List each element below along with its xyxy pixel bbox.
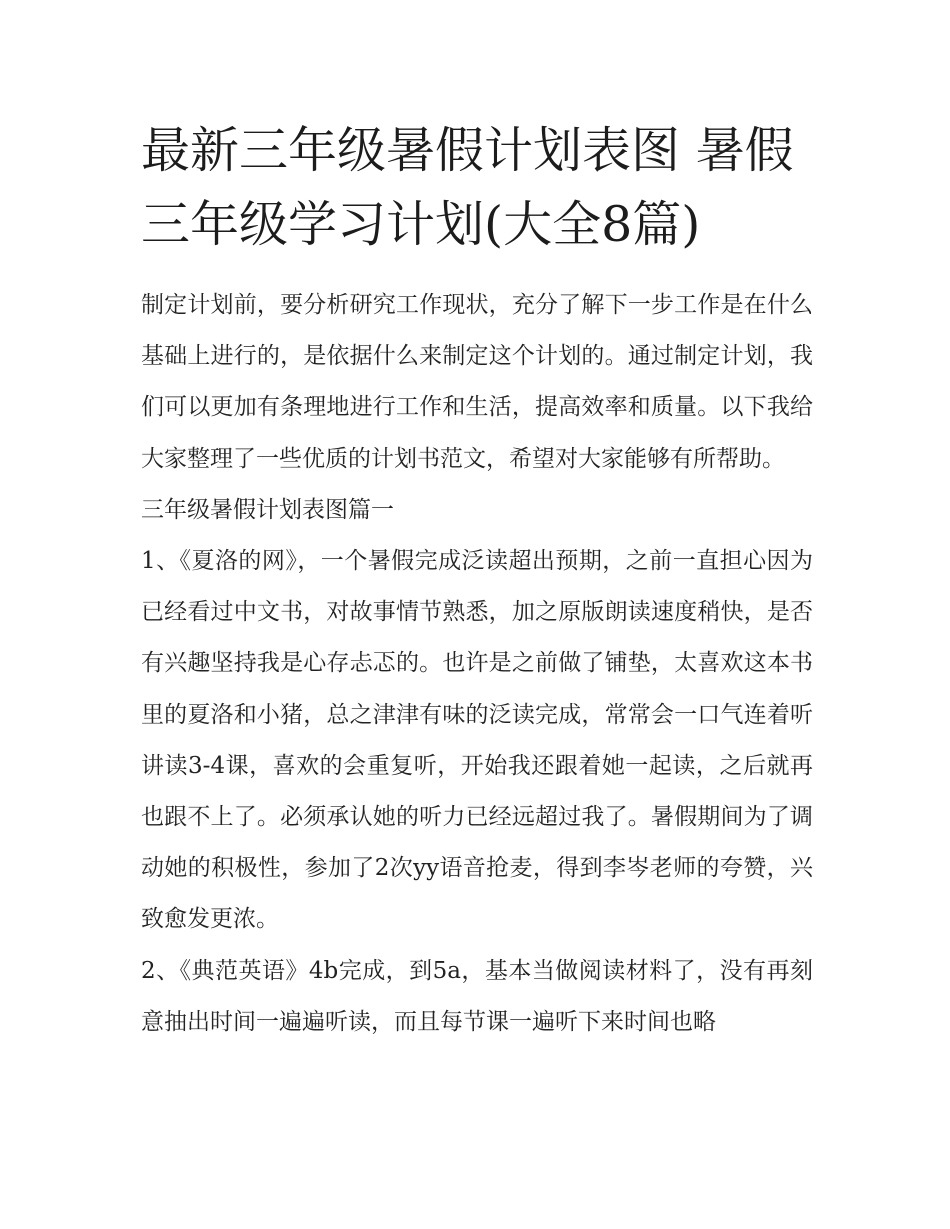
intro-paragraph: 制定计划前，要分析研究工作现状，充分了解下一步工作是在什么基础上进行的，是依据什么来制定这个计划的。通过制定计划，我们可以更加有条理地进行工作和生活，提高效率和质量。以下我给大家整理了一些优质的计划书范文，希望对大家能够有所帮助。	[141, 292, 813, 472]
document-title: 最新三年级暑假计划表图 暑假三年级学习计划(大全8篇)	[141, 122, 794, 253]
list-item-2: 2、《典范英语》4b完成，到5a，基本当做阅读材料了，没有再刻意抽出时间一遍遍听读，而且每节课一遍听下来时间也略	[141, 957, 813, 1035]
list-item-1: 1、《夏洛的网》，一个暑假完成泛读超出预期，之前一直担心因为已经看过中文书，对故事情节熟悉，加之原版朗读速度稍快，是否有兴趣坚持我是心存忐忑的。也许是之前做了铺垫，太喜欢这本书里的夏洛和小猪，总之津津有味的泛读完成，常常会一口气连着听讲读3-4课，喜欢的会重复听，开始我还跟着她一起读，之后就再也跟不上了。必须承认她的听力已经远超过我了。暑假期间为了调动她的积极性，参加了2次yy语音抢麦，得到李岑老师的夸赞，兴致愈发更浓。	[141, 548, 813, 933]
document-body	[141, 280, 813, 1048]
section-heading: 三年级暑假计划表图篇一	[141, 496, 394, 523]
